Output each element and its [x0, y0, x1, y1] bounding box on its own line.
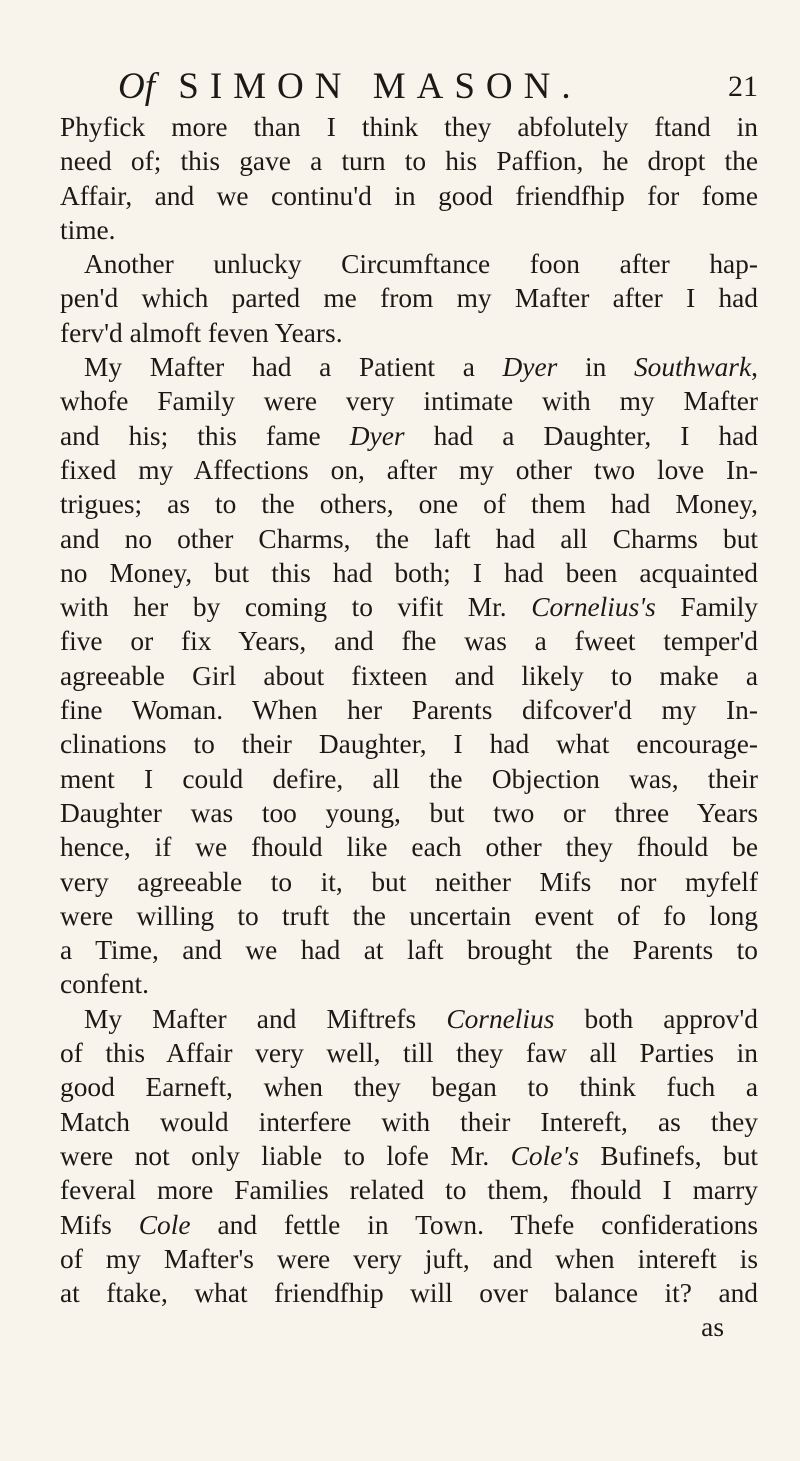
- text-line: [60, 762, 758, 796]
- running-head: [118, 62, 758, 112]
- text-line: [60, 281, 758, 315]
- text-run: were not only liable to lofe Mr.: [60, 1140, 511, 1171]
- text-run: five or fix Years, and fhe was a fweet temper'd: [60, 626, 758, 657]
- text-line: [60, 967, 758, 1001]
- catchword: as: [701, 1312, 724, 1343]
- text-run: were willing to truft the uncertain event of fo long: [60, 900, 758, 931]
- text-line: [60, 796, 758, 830]
- text-run: in: [557, 352, 634, 383]
- text-line: [60, 247, 758, 281]
- text-line: [60, 350, 758, 384]
- text-run: ,: [751, 352, 758, 383]
- text-run: Affair, and we continu'd in good friendfhip for fome: [60, 180, 758, 211]
- text-line: [60, 213, 758, 247]
- running-head-title: SIMON MASON.: [178, 66, 582, 107]
- text-run: at ftake, what friendfhip will over balance it? and: [60, 1278, 758, 1309]
- text-run: My Mafter had a Patient a: [84, 352, 503, 383]
- text-line: [60, 590, 758, 624]
- text-run: confent.: [60, 969, 149, 1000]
- text-line: [60, 316, 758, 350]
- text-run: fixed my Affections on, after my other two love In-: [60, 454, 758, 485]
- text-run: feveral more Families related to them, fhould I marry: [60, 1175, 758, 1206]
- text-run: need of; this gave a turn to his Paffion, he dropt the: [60, 146, 758, 177]
- body-text: [60, 110, 758, 1345]
- text-run: had a Daughter, I had: [404, 420, 758, 451]
- text-line: [60, 522, 758, 556]
- text-line: [60, 1242, 758, 1276]
- text-line: [60, 693, 758, 727]
- text-run: time.: [60, 214, 116, 245]
- text-line: [60, 899, 758, 933]
- text-run: and no other Charms, the laft had all Charms but: [60, 523, 758, 554]
- text-line: [60, 1208, 758, 1242]
- text-line: [60, 1002, 758, 1036]
- text-line: [60, 1173, 758, 1207]
- text-line: [60, 453, 758, 487]
- text-run: Family: [655, 592, 758, 623]
- text-run: both approv'd: [554, 1003, 758, 1034]
- text-run: ferv'd almoft feven Years.: [60, 317, 343, 348]
- text-line: [60, 419, 758, 453]
- text-run: Match would interfere with their Intereft, as they: [60, 1106, 758, 1137]
- text-line: [60, 1070, 758, 1104]
- text-run: ment I could defire, all the Objection was, their: [60, 763, 758, 794]
- text-line: [60, 384, 758, 418]
- text-line: [60, 933, 758, 967]
- text-run: Another unlucky Circumftance foon after hap-: [84, 249, 758, 280]
- text-run: a Time, and we had at laft brought the Parents to: [60, 935, 758, 966]
- italic-text: Cole's: [510, 1140, 579, 1171]
- text-run: and his; this fame: [60, 420, 350, 451]
- text-run: Mifs: [60, 1209, 139, 1240]
- italic-text: Dyer: [349, 420, 405, 451]
- text-run: of my Mafter's were very juft, and when intereft is: [60, 1243, 758, 1274]
- italic-text: Cornelius: [446, 1003, 555, 1034]
- text-line: [60, 179, 758, 213]
- text-line: [60, 1036, 758, 1070]
- text-run: good Earneft, when they began to think fuch a: [60, 1072, 758, 1103]
- running-head-of: Of: [118, 66, 155, 107]
- text-run: clinations to their Daughter, I had what encourage-: [60, 729, 758, 760]
- text-line: [60, 1139, 758, 1173]
- italic-text: Dyer: [502, 352, 558, 383]
- text-run: My Mafter and Miftrefs: [84, 1003, 447, 1034]
- text-line: [60, 110, 758, 144]
- text-run: whofe Family were very intimate with my Mafter: [60, 386, 758, 417]
- text-run: of this Affair very well, till they faw all Parties in: [60, 1038, 758, 1069]
- text-line: [60, 727, 758, 761]
- text-run: no Money, but this had both; I had been acquainted: [60, 557, 758, 588]
- text-run: with her by coming to vifit Mr.: [60, 592, 532, 623]
- text-run: fine Woman. When her Parents difcover'd my In-: [60, 695, 758, 726]
- text-run: agreeable Girl about fixteen and likely to make a: [60, 660, 758, 691]
- text-line: [60, 487, 758, 521]
- text-run: Phyfick more than I think they abfolutely ftand in: [60, 112, 758, 142]
- page-number: 21: [728, 70, 758, 103]
- text-line: [60, 556, 758, 590]
- text-line: [60, 1105, 758, 1139]
- text-run: trigues; as to the others, one of them had Money,: [60, 489, 758, 520]
- catchword-line: [60, 1310, 758, 1344]
- text-run: very agreeable to it, but neither Mifs nor myfelf: [60, 866, 758, 897]
- text-line: [60, 144, 758, 178]
- text-run: Daughter was too young, but two or three Years: [60, 797, 758, 828]
- text-line: [60, 830, 758, 864]
- text-line: [60, 624, 758, 658]
- text-line: [60, 659, 758, 693]
- italic-text: Cole: [138, 1209, 191, 1240]
- text-line: [60, 865, 758, 899]
- text-run: hence, if we fhould like each other they fhould be: [60, 832, 758, 863]
- italic-text: Southwark: [633, 352, 752, 383]
- text-line: [60, 1276, 758, 1310]
- text-run: Bufinefs, but: [578, 1140, 758, 1171]
- text-run: pen'd which parted me from my Mafter after I had: [60, 283, 758, 314]
- italic-text: Cornelius's: [531, 592, 656, 623]
- text-run: and fettle in Town. Thefe confiderations: [190, 1209, 758, 1240]
